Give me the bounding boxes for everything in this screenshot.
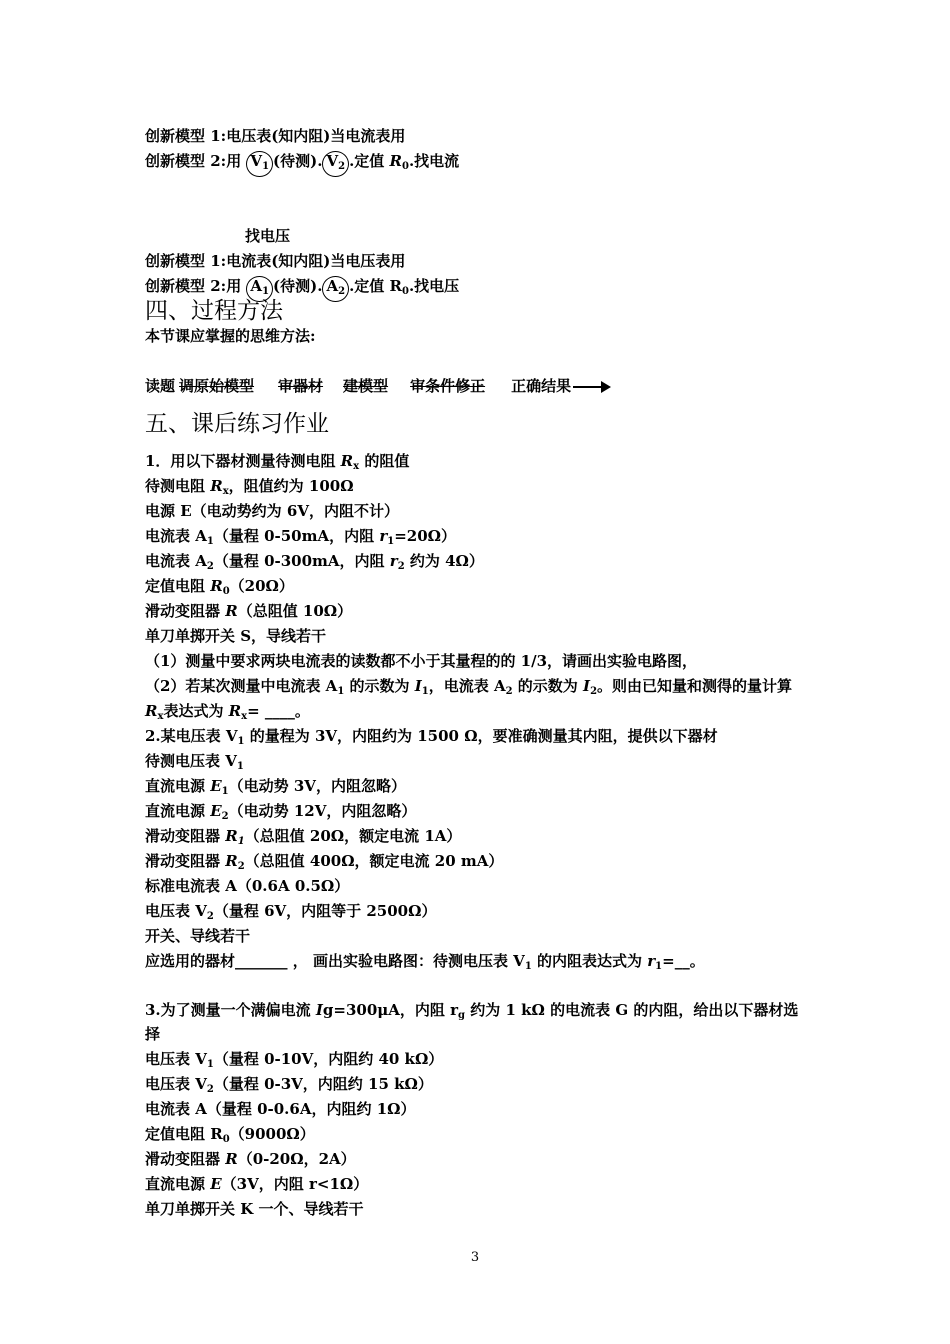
flow-step: 审器材 [278, 377, 324, 395]
flow-step: 调原始模型 [179, 377, 255, 395]
model-line-4: 创新模型 1:电流表(知内阻)当电压表用 [145, 252, 406, 270]
q3-line-3: 电压表 $V_1$（量程 0-10V，内阻约 40 kΩ） [145, 1050, 444, 1070]
q3-line-6: 定值电阻 $R_0(9000\Omega)$ [145, 1125, 315, 1145]
q2-line-6: 滑动变阻器 $R_2$（总阻值 400Ω，额定电流 20 mA） [145, 852, 504, 872]
q2-line-10: 应选用的器材_______ ， 画出实验电路图：待测电压表 $V_1$ 的内阻表达式为 $r_1=\_\_$。 [145, 952, 705, 972]
page-number: 3 [470, 1250, 480, 1265]
q2-line-1: 2.某电压表 $V_1$ 的量程为 3V，内阻约为 1500 Ω，要准确测量其内阻，提供以下器材 [145, 727, 718, 747]
voltmeter-v1-symbol: $V_1$ [246, 151, 273, 177]
q2-line-5: 滑动变阻器 $R_1$（总阻值 20Ω，额定电流 1A） [145, 827, 462, 847]
q1-line-10: （2）若某次测量中电流表 $A_1$ 的示数为 $I_1$，电流表 $A_2$ 的示数为 $I_2$。则由已知量和测得的量计算 [145, 677, 793, 697]
model-line-2: 创新模型 2:用 $V_1$ (待测). $V_2$ .定值 $R_0$.找电流 [145, 151, 459, 177]
q2-line-7: 标准电流表 A（0.6A 0.5Ω） [145, 877, 350, 895]
q2-line-2: 待测电压表 $V_1$ [145, 752, 244, 772]
q1-line-7: 滑动变阻器 R（总阻值 10Ω） [145, 602, 353, 620]
q1-line-5: 电流表 $A_2$（量程 0-300mA，内阻 $r_2$ 约为 4Ω） [145, 552, 484, 572]
answer-blank[interactable]: ____ [264, 702, 295, 720]
flow-step: 建模型 [343, 377, 389, 395]
q2-line-8: 电压表 $V_2$（量程 6V，内阻等于 2500Ω） [145, 902, 437, 922]
section-5-heading: 五、课后练习作业 [145, 411, 329, 437]
q3-line-5: 电流表 A（量程 0-0.6A，内阻约 1Ω） [145, 1100, 416, 1118]
q3-line-9: 单刀单掷开关 K 一个、导线若干 [145, 1200, 364, 1218]
answer-blank[interactable]: __ [674, 952, 690, 970]
voltmeter-v2-symbol: $V_2$ [322, 151, 349, 177]
ammeter-a2-symbol: $A_2$ [322, 276, 349, 302]
answer-blank[interactable]: _______ [235, 952, 288, 970]
q1-line-1: 1．用以下器材测量待测电阻 $R_x$ 的阻值 [145, 452, 410, 472]
q1-line-6: 定值电阻 $R_0(20\Omega)$ [145, 577, 294, 597]
ammeter-a1-symbol: $A_1$ [246, 276, 273, 302]
flow-step: 审条件修正 [410, 377, 486, 395]
q1-line-3: 电源 E（电动势约为 6V，内阻不计） [145, 502, 399, 520]
flow-step: 读题 [145, 377, 176, 395]
section-4-heading: 四、过程方法 [145, 298, 283, 324]
q2-line-4: 直流电源 $E_2$（电动势 12V，内阻忽略） [145, 802, 417, 822]
flow-step: 正确结果 [511, 377, 572, 395]
arrow-right-icon [573, 386, 609, 388]
section-4-subtitle: 本节课应掌握的思维方法: [145, 327, 316, 345]
method-flow [145, 376, 609, 396]
q2-line-9: 开关、导线若干 [145, 927, 251, 945]
model-line-1: 创新模型 1:电压表(知内阻)当电流表用 [145, 127, 406, 145]
q3-line-2: 择 [145, 1025, 161, 1043]
q3-line-8: 直流电源 E（3V，内阻 r<1Ω） [145, 1175, 369, 1193]
q3-line-1: 3.为了测量一个满偏电流 Ig=300μA，内阻 $r_g$ 约为 1 kΩ 的电流表 G 的内阻，给出以下器材选 [145, 1001, 799, 1021]
model-line-5: 创新模型 2:用 $A_1$ (待测). $A_2$ .定值 $R_0$.找电压 [145, 276, 459, 302]
q1-line-8: 单刀单掷开关 S，导线若干 [145, 627, 327, 645]
q1-line-4: 电流表 $A_1$（量程 0-50mA，内阻 $r_1=20\Omega$） [145, 527, 457, 547]
q1-line-9: （1）测量中要求两块电流表的读数都不小于其量程的的 1/3，请画出实验电路图， [145, 652, 698, 670]
q1-line-11: $R_x$表达式为 $R_x=$ ____。 [145, 702, 310, 722]
q3-line-7: 滑动变阻器 R（0-20Ω，2A） [145, 1150, 356, 1168]
model-line-3: 找电压 [245, 227, 291, 245]
q2-line-3: 直流电源 $E_1$（电动势 3V，内阻忽略） [145, 777, 406, 797]
q1-line-2: 待测电阻 $R_x$，阻值约为 100Ω [145, 477, 354, 497]
q3-line-4: 电压表 $V_2$（量程 0-3V，内阻约 15 kΩ） [145, 1075, 433, 1095]
